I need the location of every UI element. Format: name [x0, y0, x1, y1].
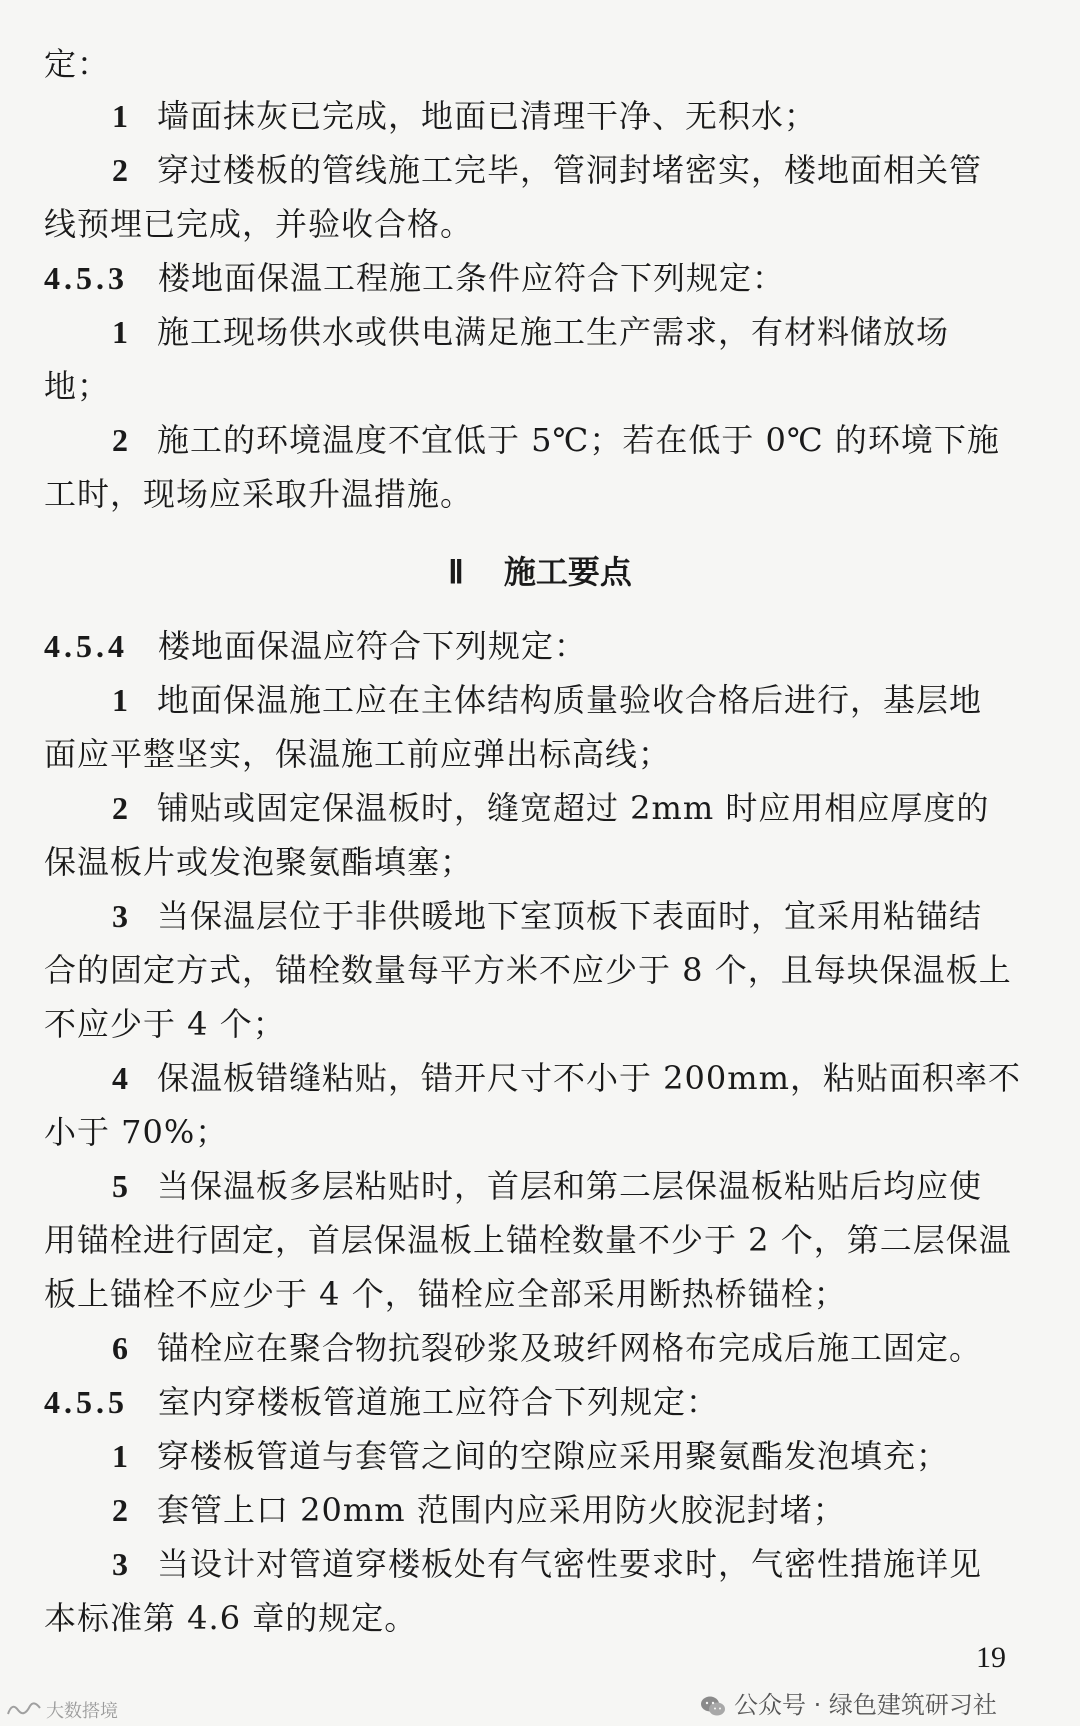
item-number: 1: [112, 1438, 129, 1474]
item-text: 当保温层位于非供暖地下室顶板下表面时，宜采用粘锚结: [157, 897, 983, 935]
text-line: 小于 70%；: [44, 1113, 229, 1151]
item-text: 墙面抹灰已完成，地面已清理干净、无积水；: [157, 97, 818, 135]
list-item: [112, 1166, 1044, 1206]
item-text: 当保温板多层粘贴时，首层和第二层保温板粘贴后均应使: [157, 1167, 983, 1205]
list-item: [112, 150, 1044, 190]
clause-heading: [44, 258, 1044, 298]
list-item: [112, 1490, 1044, 1530]
list-item: [112, 896, 1044, 936]
list-item: [112, 1436, 1044, 1476]
list-item: [112, 420, 1044, 460]
item-number: 5: [112, 1168, 129, 1204]
list-item: [112, 96, 1044, 136]
watermark-text: 公众号 · 绿色建筑研习社: [734, 1691, 997, 1719]
list-item: [112, 1328, 1044, 1368]
item-text: 施工的环境温度不宜低于 5℃；若在低于 0℃ 的环境下施: [157, 421, 1000, 459]
text-line: 工时，现场应采取升温措施。: [44, 475, 474, 513]
item-text: 地面保温施工应在主体结构质量验收合格后进行，基层地: [157, 681, 983, 719]
item-text: 保温板错缝粘贴，错开尺寸不小于 200mm，粘贴面积率不: [157, 1059, 1021, 1097]
item-number: 1: [112, 98, 129, 134]
text-line: 用锚栓进行固定，首层保温板上锚栓数量不少于 2 个，第二层保温: [44, 1221, 1012, 1259]
list-item: [112, 312, 1044, 352]
list-item: [112, 1058, 1044, 1098]
item-number: 6: [112, 1330, 129, 1366]
page-number: 19: [976, 1641, 1006, 1674]
text-line: 线预埋已完成，并验收合格。: [44, 205, 474, 243]
item-number: 2: [112, 422, 129, 458]
item-number: 3: [112, 1546, 129, 1582]
item-number: 2: [112, 152, 129, 188]
item-number: 1: [112, 682, 129, 718]
wechat-icon: [700, 1694, 726, 1716]
item-number: 4: [112, 1060, 129, 1096]
item-text: 锚栓应在聚合物抗裂砂浆及玻纤网格布完成后施工固定。: [157, 1329, 983, 1367]
text-line: 定：: [44, 45, 111, 83]
clause-heading: [44, 626, 1044, 666]
list-item: [112, 788, 1044, 828]
section-title: 施工要点: [503, 553, 632, 591]
text-line: 合的固定方式，锚栓数量每平方米不应少于 8 个，且每块保温板上: [44, 951, 1012, 989]
item-text: 铺贴或固定保温板时，缝宽超过 2mm 时应用相应厚度的: [157, 789, 990, 827]
list-item: [112, 1544, 1044, 1584]
corner-logo-text: 大数搭境: [46, 1701, 118, 1722]
item-text: 穿楼板管道与套管之间的空隙应采用聚氨酯发泡填充；: [157, 1437, 950, 1475]
clause-number: 4.5.3: [44, 260, 128, 296]
item-number: 3: [112, 898, 129, 934]
clause-text: 楼地面保温工程施工条件应符合下列规定：: [158, 259, 786, 297]
list-item: [112, 680, 1044, 720]
clause-heading: [44, 1382, 1044, 1422]
clause-text: 楼地面保温应符合下列规定：: [158, 627, 588, 665]
item-number: 1: [112, 314, 129, 350]
item-text: 穿过楼板的管线施工完毕，管洞封堵密实，楼地面相关管: [157, 151, 983, 189]
item-number: 2: [112, 1492, 129, 1528]
item-number: 2: [112, 790, 129, 826]
text-line: 地；: [44, 367, 111, 405]
section-roman-numeral: Ⅱ: [448, 554, 464, 590]
text-line: 板上锚栓不应少于 4 个，锚栓应全部采用断热桥锚栓；: [44, 1275, 847, 1313]
text-line: 不应少于 4 个；: [44, 1005, 286, 1043]
clause-number: 4.5.4: [44, 628, 128, 664]
section-heading: [0, 552, 1080, 592]
corner-logo: [6, 1700, 118, 1724]
clause-text: 室内穿楼板管道施工应符合下列规定：: [158, 1383, 720, 1421]
clause-number: 4.5.5: [44, 1384, 128, 1420]
item-text: 施工现场供水或供电满足施工生产需求，有材料储放场: [157, 313, 950, 351]
watermark: [700, 1690, 997, 1720]
text-line: 保温板片或发泡聚氨酯填塞；: [44, 843, 474, 881]
item-text: 套管上口 20mm 范围内应采用防火胶泥封堵；: [157, 1491, 846, 1529]
brand-logo-icon: [6, 1700, 42, 1724]
text-line: 本标准第 4.6 章的规定。: [44, 1599, 418, 1637]
text-line: 面应平整坚实，保温施工前应弹出标高线；: [44, 735, 672, 773]
item-text: 当设计对管道穿楼板处有气密性要求时，气密性措施详见: [157, 1545, 983, 1583]
